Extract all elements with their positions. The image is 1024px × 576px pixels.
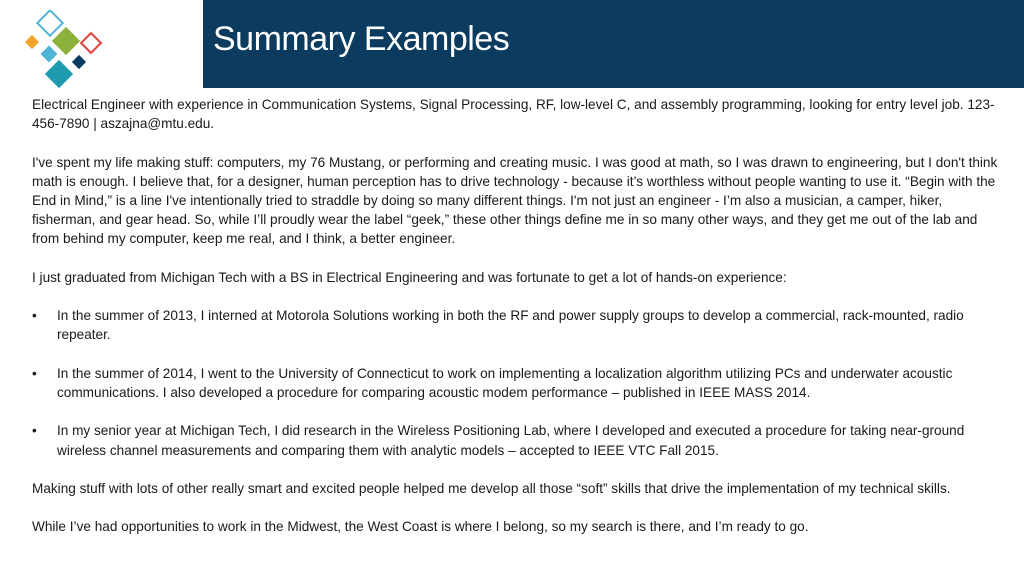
logo-diamond-red [81,33,101,53]
logo-diamond-orange [25,35,39,49]
logo-diamonds-icon [22,10,114,92]
list-item [32,421,1004,459]
bullet-text: In the summer of 2013, I interned at Motorola Solutions working in both the RF and power supply groups to develop a commercial, rack-mounted, radio repeater. [57,308,964,343]
education-paragraph: I just graduated from Michigan Tech with a BS in Electrical Engineering and was fortunate to get a lot of hands-on experience: [32,269,787,285]
summary-body [32,95,1004,556]
page-title: Summary Examples [213,20,510,58]
logo-diamond-green [52,27,80,55]
bullet-icon: • [32,423,37,439]
bullet-text: In the summer of 2014, I went to the University of Connecticut to work on implementing a localization algorithm utilizing PCs and underwater acoustic communications. I also developed a procedure for comparing acoustic modem performance – published in IEEE MASS 2014. [57,365,953,400]
logo-diamond-navy [72,55,86,69]
list-item [32,306,1004,344]
logo-diamond-blue [41,46,58,63]
bullet-text: In my senior year at Michigan Tech, I did research in the Wireless Positioning Lab, where I developed and executed a procedure for taking near-ground wireless channel measurements and comparing them with analytic models – accepted to IEEE VTC Fall 2015. [57,423,965,458]
closing-paragraph: While I’ve had opportunities to work in the Midwest, the West Coast is where I belong, so my search is there, and I’m ready to go. [32,519,809,535]
logo-diamond-teal [45,60,73,88]
soft-skills-paragraph: Making stuff with lots of other really smart and excited people helped me develop all those “soft” skills that drive the implementation of my technical skills. [32,480,951,496]
logo-diamond-light-blue [37,10,62,35]
personal-paragraph: I've spent my life making stuff: computers, my 76 Mustang, or performing and creating music. I was good at math, so I was drawn to engineering, but I don't think math is enough. I believe that, for a designer, human perception has to drive technology - because it’s worthless without people wanting to use it. “Begin with the End in Mind,” is a line I've intentionally tried to straddle by doing so many different things. I'm not just an engineer - I’m also a musician, a camper, hiker, fisherman, and gear head. So, while I’ll proudly wear the label “geek,” these other things define me in so many other ways, and they get me out of the lab and from behind my computer, keep me real, and I think, a better engineer. [32,154,998,247]
intro-paragraph: Electrical Engineer with experience in Communication Systems, Signal Processing, RF, low-level C, and assembly programming, looking for entry level job. 123-456-7890 | aszajna@mtu.edu. [32,97,995,132]
bullet-icon: • [32,308,37,324]
title-bar [203,0,1024,88]
list-item [32,364,1004,402]
bullet-icon: • [32,365,37,381]
